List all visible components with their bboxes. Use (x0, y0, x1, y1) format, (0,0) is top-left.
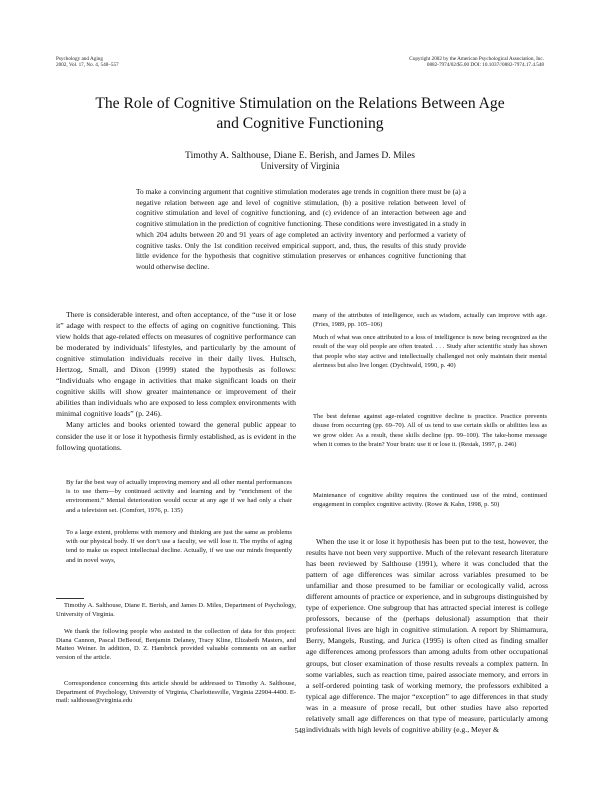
block-quote-comfort (66, 478, 292, 515)
block-quote-rowe-kahn (313, 491, 547, 510)
doi-line: 0882-7974/02/$5.00 DOI: 10.1037//0882-7974.17.4.548 (426, 62, 544, 69)
footnote-correspondence (56, 680, 296, 706)
block-quote-dychtwald (313, 333, 547, 370)
block-quote-fries-continued (313, 311, 547, 330)
journal-name: Psychology and Aging (56, 56, 103, 62)
author-list: Timothy A. Salthouse, Diane E. Berish, and James D. Miles (185, 150, 415, 161)
running-header-journal (56, 56, 119, 68)
journal-volume: 2002, Vol. 17, No. 4, 548–557 (56, 62, 119, 69)
intro-paragraph-1: There is considerable interest, and often acceptance, of the “use it or lose it” adage with respect to the effects of aging on cognitive functioning. This view holds that age-related effects on measures of cognitive performance can be moderated by individuals’ lifestyles, and particularly by the amount of cognitive stimulation individuals receive in their daily lives. Hultsch, Hertzog, Small, and Dixon (1999) stated the hypothesis as follows: “Individuals who engage in activities that make significant loads on their cognitive skills will show greater maintenance or improvement of their abilities than individuals who are exposed to less complex environments with minimal cognitive loads” (p. 246). (56, 310, 296, 419)
left-column-body (56, 309, 296, 453)
copyright-notice: Copyright 2002 by the American Psychological Association, Inc. (409, 56, 544, 62)
affiliation: University of Virginia (260, 161, 340, 171)
footnote-text: Timothy A. Salthouse, Diane E. Berish, and James D. Miles, Department of Psychology, University of Virginia. (56, 602, 296, 618)
intro-paragraph-2: Many articles and books oriented toward the general public appear to consider the use it or lose it hypothesis firmly established, as is evident in the following quotations. (56, 420, 296, 452)
footnote-text: Correspondence concerning this article should be addressed to Timothy A. Salthouse, Department of Psychology, University of Virginia, Charlottesville, Virginia 22904-4400. E-mail: salthouse@virginia.edu (56, 680, 296, 705)
block-quote-restak (313, 412, 547, 449)
abstract: To make a convincing argument that cognitive stimulation moderates age trends in cognition there must be (a) a negative relation between age and level of cognitive stimulation, (b) a positive relation between level of cognitive stimulation and level of cognitive functioning, and (c) evidence of an interaction between age and cognitive stimulation in the prediction of cognitive functioning. These conditions were investigated in a study in which 204 adults between 20 and 91 years of age completed an activity inventory and performed a variety of cognitive tasks. Only the 1st condition received empirical support, and, thus, the results of this study provide little evidence for the hypothesis that cognitive stimulation preserves or enhances cognitive functioning that would otherwise decline. (136, 187, 466, 271)
article-title (0, 94, 600, 134)
title-line-2: and Cognitive Functioning (216, 115, 384, 132)
quote-text: By far the best way of actually improving memory and all other mental performances is to use them—by continued activity and learning and by “enrichment of the environment.” Mental deterioration would occur at any age if we had only a chair and a television set. (Comfort, 1976, p. 135) (66, 479, 292, 514)
footnote-text: We thank the following people who assisted in the collection of data for this project: Diana Cannon, Pascal DeBeouf, Benjamin Delaney, Tracy Kline, Elizabeth Masters, and Matteo Weiner. In addition, D. Z. Hambrick provided valuable comments on an earlier version of the article. (56, 628, 296, 661)
block-quote-fries (66, 528, 292, 565)
quote-text: To a large extent, problems with memory and thinking are just the same as problems with our physical body. If we don’t use a faculty, we will lose it. The myths of aging tend to make us expect intellectual decline. Actually, if we use our minds frequently and in novel ways, (66, 529, 292, 564)
footnote-acknowledgments (56, 628, 296, 662)
running-header-copyright (409, 56, 544, 68)
footnote-affiliation (56, 602, 296, 619)
quote-text: The best defense against age-related cognitive decline is practice. Practice prevents disuse from occurring (pp. 69–70). All of us tend to use certain skills or abilities less as we grow older. As a result, these skills decline (pp. 99–100). The take-home message when it comes to the brain? Your brain: use it or lose it. (Restak, 1997, p. 246) (313, 413, 547, 448)
title-line-1: The Role of Cognitive Stimulation on the Relations Between Age (95, 95, 505, 112)
quote-text: Much of what was once attributed to a loss of intelligence is now being recognized as the result of the way old people are often treated. . . . Study after scientific study has shown that people who stay active and intellectually challenged not only maintain their mental alertness but also live longer. (Dychtwald, 1990, p. 40) (313, 334, 547, 369)
quote-text: Maintenance of cognitive ability requires the continued use of the mind, continued engagement in complex cognitive activity. (Rowe & Kahn, 1998, p. 50) (313, 492, 547, 509)
right-column-body (306, 536, 548, 735)
footnote-divider (56, 598, 84, 599)
page-number: 548 (294, 727, 306, 735)
body-paragraph-3: When the use it or lose it hypothesis has been put to the test, however, the results have not been very supportive. Much of the relevant research literature has been reviewed by Salthouse (1991), where it was concluded that the pattern of age differences was similar across variables presumed to be unfamiliar and those presumed to be familiar or ecologically valid, across different amounts of practice or experience, and in subgroups distinguished by type of experience. One subgroup that has attracted special interest is college professors, because of the (perhaps delusional) assumption that their professional lives are high in cognitive stimulation. A report by Shimamura, Berry, Mangels, Rusting, and Jurica (1995) is often cited as finding smaller age differences among professors than among adults from other occupational groups, but closer examination of those results reveals a complex pattern. In some variables, such as reaction time, paired associate memory, and errors in a self-ordered pointing task of working memory, the professors exhibited a typical age difference. The major “exception” to age differences in that study was in a measure of prose recall, but other studies have also reported relatively small age differences on that type of measure, particularly among individuals with high levels of cognitive ability (e.g., Meyer & (306, 537, 548, 734)
quote-text: many of the attributes of intelligence, such as wisdom, actually can improve with age. (Fries, 1989, pp. 105–106) (313, 312, 547, 329)
